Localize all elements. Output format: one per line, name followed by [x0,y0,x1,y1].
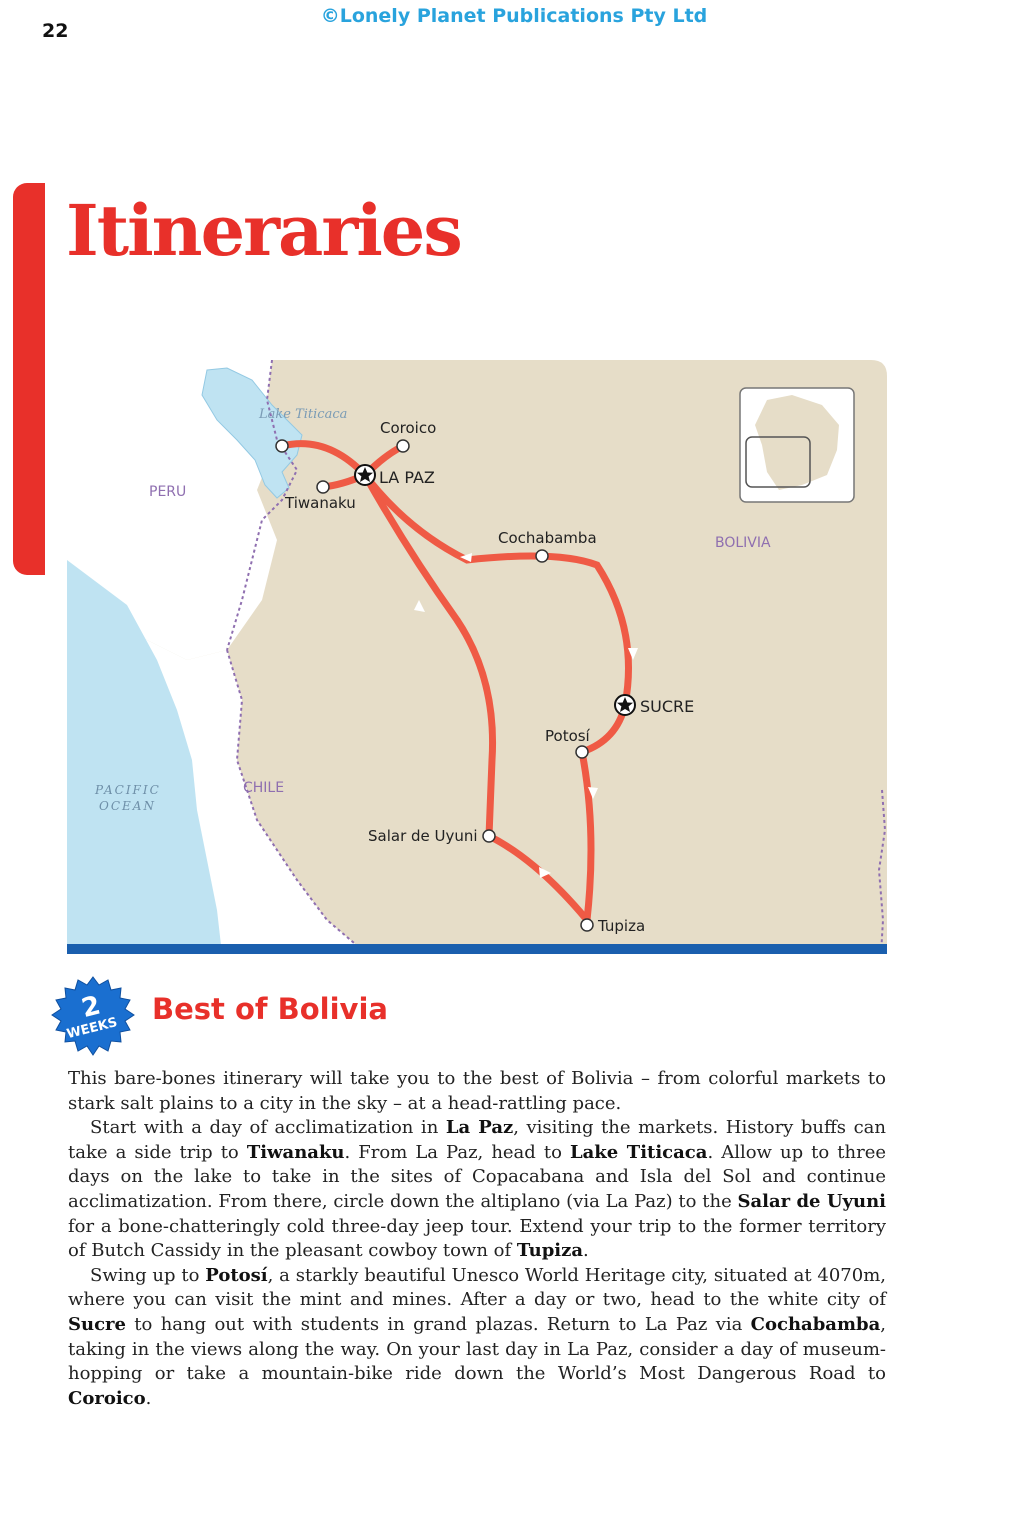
potosi-label: Potosí [545,727,590,745]
chile-label: CHILE [243,780,285,796]
cochabamba-label: Cochabamba [498,529,597,547]
locator-inset [740,388,854,502]
sucre-label: SUCRE [640,697,695,716]
ocean-label-line1: PACIFIC [95,783,161,797]
sucre-capital-icon [615,695,635,715]
place-lake-titicaca: Lake Titicaca [569,1141,708,1163]
tiwanaku-label: Tiwanaku [285,494,356,512]
place-coroico: Coroico [68,1387,146,1409]
salar-marker-icon [483,830,495,842]
place-tiwanaku: Tiwanaku [246,1141,345,1163]
place-la-paz: La Paz [445,1117,514,1139]
titicaca-marker-icon [276,440,288,452]
itinerary-description [68,1067,886,1411]
coroico-marker-icon [397,440,409,452]
bolivia-label: BOLIVIA [715,535,771,551]
place-potosi: Potosí [205,1264,268,1286]
place-tupiza: Tupiza [516,1240,583,1262]
lapaz-label: LA PAZ [379,468,435,487]
lapaz-capital-icon [355,465,375,485]
salar-label: Salar de Uyuni [368,827,478,845]
tiwanaku-marker-icon [317,481,329,493]
place-cochabamba: Cochabamba [750,1313,881,1335]
chapter-title: Itineraries [66,189,461,272]
chapter-tab-marker [13,183,45,575]
duration-badge [50,975,136,1059]
copyright-notice: ©Lonely Planet Publications Pty Ltd [320,5,708,27]
page-number: 22 [42,20,69,42]
place-sucre: Sucre [68,1313,126,1335]
map-frame-bottom [67,944,887,954]
cochabamba-marker-icon [536,550,548,562]
paragraph-second-week: Swing up to Potosí, a starkly beautiful Unesco World Heritage city, situated at 4070m, where you can visit the mint and mines. After a day or two, head to the white city of Sucre to hang out with students in grand plazas. Return to La Paz via Cochabamba, taking in the views along the way. On your last day in La Paz, consider a day of museum-hopping or take a mountain-bike ride down the World’s Most Dangerous Road to Coroico. [68,1264,887,1409]
itinerary-map [67,360,887,954]
lake-label: Lake Titicaca [259,407,348,422]
place-salar-de-uyuni: Salar de Uyuni [737,1190,886,1212]
coroico-label: Coroico [380,419,437,437]
potosi-marker-icon [576,746,588,758]
tupiza-marker-icon [581,919,593,931]
itinerary-title: Best of Bolivia [152,992,388,1026]
peru-label: PERU [149,484,187,500]
paragraph-intro: This bare-bones itinerary will take you to the best of Bolivia – from colorful markets to stark salt plains to a city in the sky – at a head-rattling pace. [68,1068,886,1114]
paragraph-first-week: Start with a day of acclimatization in La Paz, visiting the markets. History buffs can take a side trip to Tiwanaku. From La Paz, head to Lake Titicaca. Allow up to three days on the lake to take in the sites of Copacabana and Isla del Sol and continue acclimatization. From there, circle down the altiplano (via La Paz) to the Salar de Uyuni for a bone-chatteringly cold three-day jeep tour. Extend your trip to the former territory of Butch Cassidy in the pleasant cowboy town of Tupiza. [68,1117,886,1262]
badge-unit: WEEKS [65,1015,119,1043]
badge-number: 2 [78,990,104,1024]
tupiza-label: Tupiza [598,917,646,935]
ocean-label-line2: OCEAN [99,799,156,813]
